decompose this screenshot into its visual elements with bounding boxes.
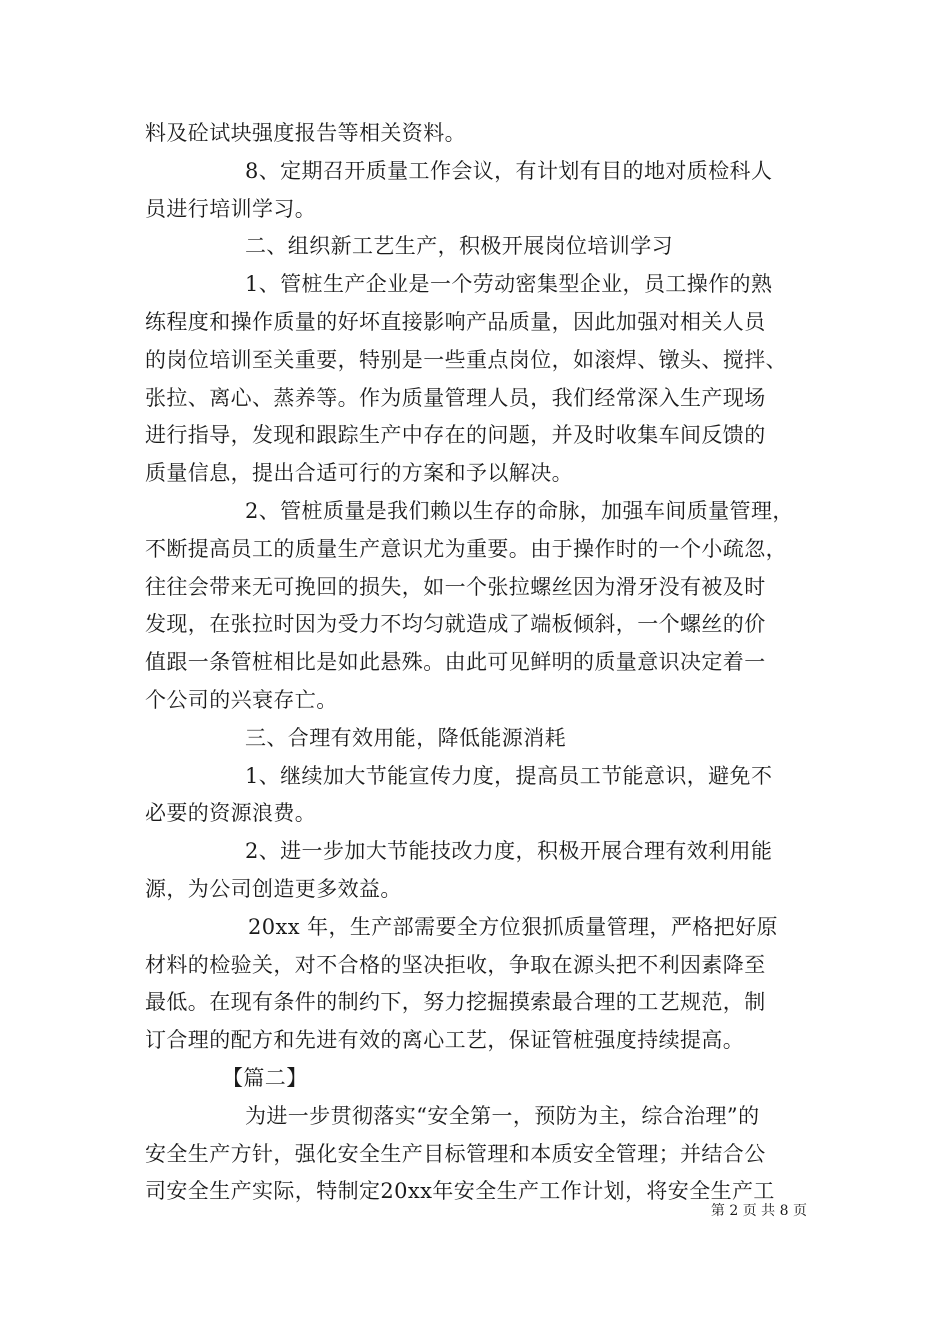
text-line: 安全生产方针，强化安全生产目标管理和本质安全管理；并结合公 <box>145 1141 766 1166</box>
text-line: 材料的检验关，对不合格的坚决拒收，争取在源头把不利因素降至 <box>145 952 766 977</box>
text-line: 20xx 年，生产部需要全方位狠抓质量管理，严格把好原 <box>248 914 778 939</box>
text-line: 不断提高员工的质量生产意识尤为重要。由于操作时的一个小疏忽， <box>145 536 787 561</box>
text-line: 的岗位培训至关重要，特别是一些重点岗位，如滚焊、镦头、搅拌、 <box>145 347 787 372</box>
text-line: 订合理的配方和先进有效的离心工艺，保证管桩强度持续提高。 <box>145 1028 745 1053</box>
text-line: 必要的资源浪费。 <box>145 801 317 826</box>
text-line: 1、管桩生产企业是一个劳动密集型企业，员工操作的熟 <box>245 272 773 297</box>
text-line: 员进行培训学习。 <box>145 196 317 221</box>
text-line: 料及砼试块强度报告等相关资料。 <box>145 121 466 145</box>
text-line: 质量信息，提出合适可行的方案和予以解决。 <box>145 461 573 486</box>
text-line: 往往会带来无可挽回的损失，如一个张拉螺丝因为滑牙没有被及时 <box>145 574 766 599</box>
document-body <box>145 115 810 1211</box>
text-line: 8、定期召开质量工作会议，有计划有目的地对质检科人 <box>245 158 773 183</box>
text-line: 为进一步贯彻落实“安全第一，预防为主，综合治理”的 <box>245 1103 760 1128</box>
text-line: 张拉、离心、蒸养等。作为质量管理人员，我们经常深入生产现场 <box>145 385 766 410</box>
text-line: 2、管桩质量是我们赖以生存的命脉，加强车间质量管理， <box>245 498 794 523</box>
text-line: 1、继续加大节能宣传力度，提高员工节能意识，避免不 <box>245 763 773 788</box>
text-line: 2、进一步加大节能技改力度，积极开展合理有效利用能 <box>245 839 773 864</box>
text-line: 发现，在张拉时因为受力不均匀就造成了端板倾斜，一个螺丝的价 <box>145 612 766 637</box>
text-line: 源，为公司创造更多效益。 <box>145 876 402 901</box>
text-line: 值跟一条管桩相比是如此悬殊。由此可见鲜明的质量意识决定着一 <box>145 650 766 675</box>
text-line: 练程度和操作质量的好坏直接影响产品质量，因此加强对相关人员 <box>145 309 766 334</box>
text-line: 三、合理有效用能，降低能源消耗 <box>245 725 566 750</box>
text-line: 个公司的兴衰存亡。 <box>145 687 338 712</box>
text-line: 【篇二】 <box>222 1065 308 1090</box>
text-line: 最低。在现有条件的制约下，努力挖掘摸索最合理的工艺规范，制 <box>145 990 766 1015</box>
text-line: 二、组织新工艺生产，积极开展岗位培训学习 <box>245 234 673 259</box>
text-line: 进行指导，发现和跟踪生产中存在的问题，并及时收集车间反馈的 <box>145 423 766 448</box>
page-number-footer: 第 2 页 共 8 页 <box>710 1203 807 1219</box>
text-line: 司安全生产实际，特制定20xx年安全生产工作计划，将安全生产工 <box>145 1179 775 1204</box>
